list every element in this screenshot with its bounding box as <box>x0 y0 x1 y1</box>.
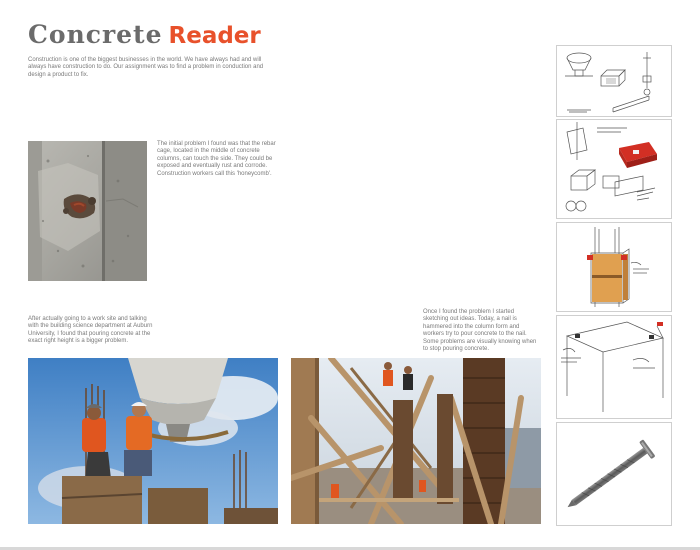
title-concrete: Concrete <box>28 20 163 49</box>
column-formwork-photo <box>291 358 541 524</box>
intro-paragraph: Construction is one of the biggest businesses in the world. We have always had and will always have construction to do. Our assignment was to find a problem in conduction and design a product to fix. <box>28 57 264 78</box>
sketch-panel-concepts-2 <box>556 119 672 219</box>
title-reader: Reader <box>168 23 261 49</box>
workers-pouring-concrete-photo <box>28 358 278 524</box>
sketch-paragraph: Once I found the problem I started sketching out ideas. Today, a nail is hammered into the column form and workers try to pour concrete to the nail. Some problems are visually knowing when to stop pouring concrete. <box>423 309 537 353</box>
page-title <box>28 20 261 52</box>
nail-render-panel <box>556 422 672 526</box>
sketch-panel-concepts-1 <box>556 45 672 117</box>
sketch-panel-column-form <box>556 222 672 312</box>
honeycomb-concrete-photo <box>28 141 147 281</box>
sketch-panel-form-top <box>556 315 672 419</box>
site-visit-paragraph: After actually going to a work site and talking with the building science department at Auburn University, I found that pouring concrete at the exact right height is a bigger problem. <box>28 316 153 345</box>
problem-paragraph: The initial problem I found was that the rebar cage, located in the middle of concrete columns, can touch the side. They could be exposed and eventually rust and corrode. Construction workers call this 'honeycomb'. <box>157 141 276 177</box>
